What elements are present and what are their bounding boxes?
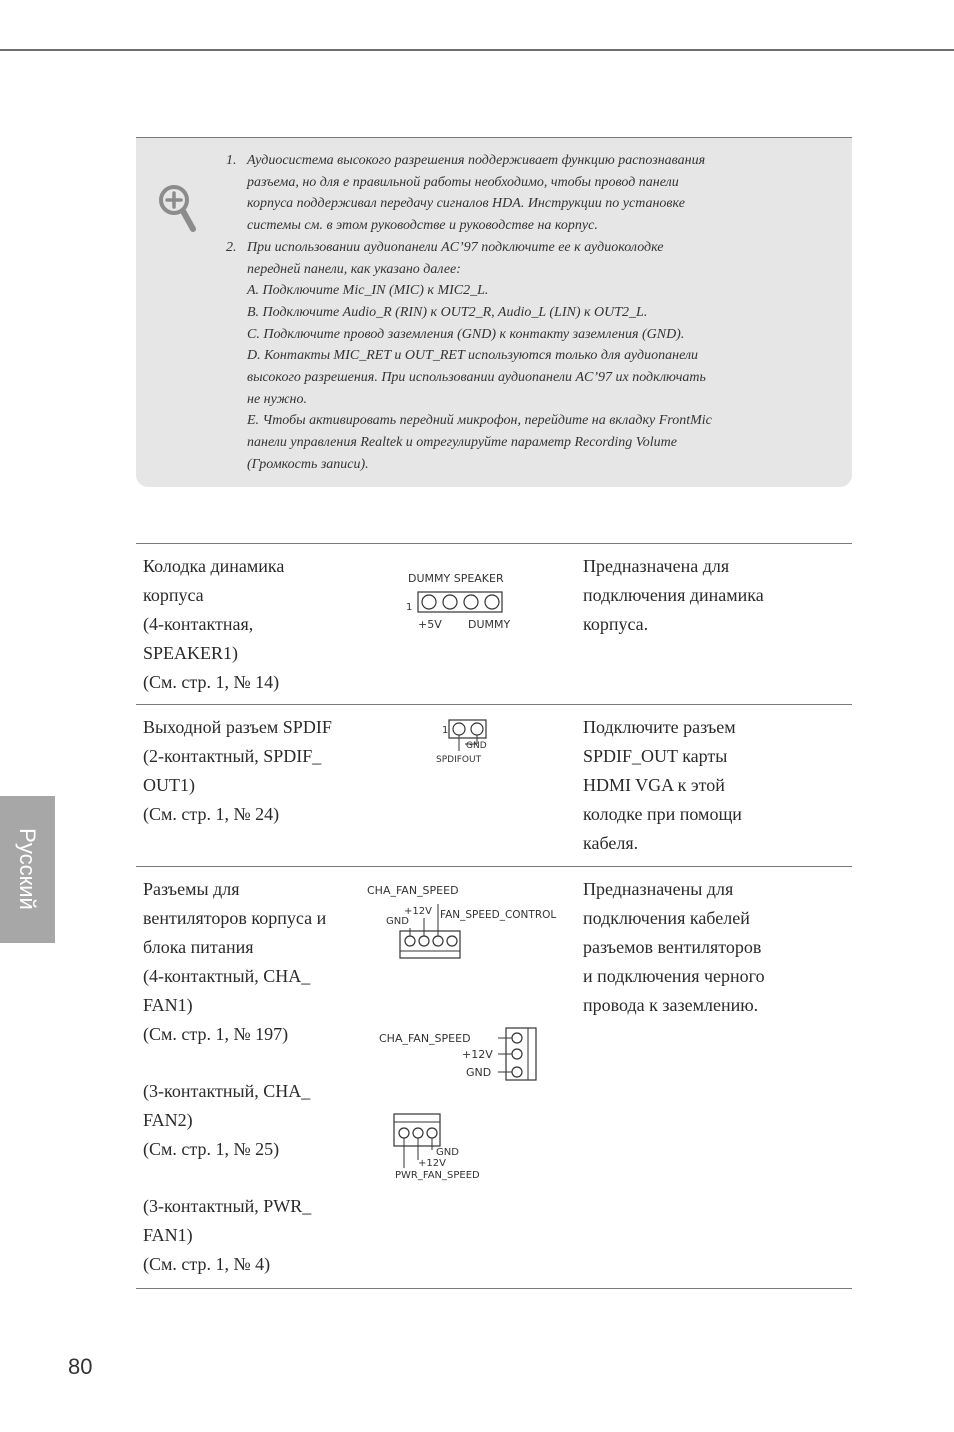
pwr-fan1-diagram xyxy=(390,1110,500,1182)
cha-fan2-diagram xyxy=(376,1024,542,1084)
note-line: При использовании аудиопанели AC’97 подключите ее к аудиоколодке xyxy=(247,239,664,255)
cha-fan-speed-label: CHA_FAN_SPEED xyxy=(379,1032,471,1045)
fan-description xyxy=(143,875,363,1279)
note-line: системы см. в этом руководстве и руководстве на корпус. xyxy=(247,218,598,234)
note-line: разъема, но для е правильной работы необходимо, чтобы провод панели xyxy=(247,174,679,190)
note-line: панели управления Realtek и отрегулируйте параметр Recording Volume xyxy=(247,435,677,451)
text-line: (3-контактный, PWR_ xyxy=(143,1196,312,1216)
speaker-top-label: DUMMY SPEAKER xyxy=(408,572,504,585)
plus12v-label: +12V xyxy=(462,1048,493,1061)
magnifier-plus-icon xyxy=(158,184,198,236)
text-line: Подключите разъем xyxy=(583,717,736,737)
text-line: (4-контактный, CHA_ xyxy=(143,966,311,986)
note-line: корпуса поддерживал передачу сигналов HDA. Инструкции по установке xyxy=(247,196,685,212)
speaker-purpose xyxy=(583,552,803,639)
cha-fan1-diagram xyxy=(364,880,570,962)
note-number: 1. xyxy=(226,153,237,168)
note-line: (Громкость записи). xyxy=(247,456,369,472)
note-line: Аудиосистема высокого разрешения поддерживает функцию распознавания xyxy=(247,153,706,168)
text-line: FAN1) xyxy=(143,1225,193,1245)
note-line: не нужно. xyxy=(247,391,307,407)
text-line: подключения динамика xyxy=(583,585,764,605)
spacer xyxy=(143,1049,363,1077)
note-number: 2. xyxy=(226,239,237,255)
text-line: Колодка динамика xyxy=(143,556,285,576)
text-line: блока питания xyxy=(143,937,254,957)
note-item-2 xyxy=(226,237,826,476)
text-line: FAN1) xyxy=(143,995,193,1015)
language-side-tab xyxy=(0,796,55,943)
text-line: FAN2) xyxy=(143,1110,193,1130)
note-line: E. Чтобы активировать передний микрофон, перейдите на вкладку FrontMic xyxy=(247,413,712,429)
spdif-purpose xyxy=(583,713,803,858)
text-line: Предназначены для xyxy=(583,879,734,899)
text-line: SPEAKER1) xyxy=(143,643,239,663)
text-line: (2-контактный, SPDIF_ xyxy=(143,746,322,766)
text-line: Предназначена для xyxy=(583,556,730,576)
note-line: передней панели, как указано далее: xyxy=(247,261,461,277)
table-rule xyxy=(136,1288,852,1289)
dummy-label: DUMMY xyxy=(468,618,511,631)
note-line: D. Контакты MIC_RET и OUT_RET используются только для аудиопанели xyxy=(247,348,699,364)
text-line: (4-контактная, xyxy=(143,614,254,634)
text-line: и подключения черного xyxy=(583,966,765,986)
text-line: OUT1) xyxy=(143,775,195,795)
text-line: корпуса xyxy=(143,585,204,605)
pin1-label: 1 xyxy=(406,602,413,613)
text-line: Выходной разъем SPDIF xyxy=(143,717,332,737)
table-rule xyxy=(136,866,852,867)
gnd-label: GND xyxy=(386,916,409,927)
text-line: (См. стр. 1, № 4) xyxy=(143,1254,271,1274)
text-line: HDMI VGA к этой xyxy=(583,775,725,795)
page-number: 80 xyxy=(68,1354,93,1379)
plus5v-label: +5V xyxy=(418,618,442,631)
text-line: колодке при помощи xyxy=(583,804,742,824)
text-line: (См. стр. 1, № 197) xyxy=(143,1024,289,1044)
spdif-header-diagram xyxy=(432,716,502,766)
text-line: (См. стр. 1, № 14) xyxy=(143,672,280,692)
note-line: A. Подключите Mic_IN (MIC) к MIC2_L. xyxy=(247,283,489,299)
table-rule xyxy=(136,543,852,544)
fan-purpose xyxy=(583,875,803,1020)
table-rule xyxy=(136,704,852,705)
language-label: Русский xyxy=(15,828,40,910)
note-line: высокого разрешения. При использовании аудиопанели AC’97 их подключать xyxy=(247,370,706,386)
text-line: корпуса. xyxy=(583,614,649,634)
gnd-label: GND xyxy=(466,741,487,751)
text-line: провода к заземлению. xyxy=(583,995,759,1015)
text-line: (См. стр. 1, № 25) xyxy=(143,1139,280,1159)
note-box xyxy=(136,137,852,487)
note-text xyxy=(226,150,826,476)
plus12v-label: +12V xyxy=(418,1158,446,1169)
text-line: подключения кабелей xyxy=(583,908,750,928)
header-rule xyxy=(0,49,954,51)
plus12v-label: +12V xyxy=(404,906,432,917)
text-line: вентиляторов корпуса и xyxy=(143,908,327,928)
pin1-label: 1 xyxy=(442,725,449,736)
text-line: кабеля. xyxy=(583,833,639,853)
note-line: B. Подключите Audio_R (RIN) к OUT2_R, Audio_L (LIN) к OUT2_L. xyxy=(247,304,648,320)
spdifout-label: SPDIFOUT xyxy=(436,755,482,765)
note-line: C. Подключите провод заземления (GND) к контакту заземления (GND). xyxy=(247,326,685,342)
note-item-1 xyxy=(226,150,826,237)
spdif-description xyxy=(143,713,363,829)
text-line: SPDIF_OUT карты xyxy=(583,746,728,766)
gnd-label: GND xyxy=(466,1066,492,1079)
text-line: (См. стр. 1, № 24) xyxy=(143,804,280,824)
speaker-description xyxy=(143,552,363,697)
text-line: Разъемы для xyxy=(143,879,240,899)
cha-fan-speed-label: CHA_FAN_SPEED xyxy=(367,884,459,897)
fan-speed-control-label: FAN_SPEED_CONTROL xyxy=(440,909,557,921)
text-line: (3-контактный, CHA_ xyxy=(143,1081,311,1101)
gnd-label: GND xyxy=(436,1147,459,1158)
text-line: разъемов вентиляторов xyxy=(583,937,762,957)
speaker-header-diagram xyxy=(402,568,532,634)
pwr-fan-speed-label: PWR_FAN_SPEED xyxy=(395,1170,480,1181)
spacer xyxy=(143,1164,363,1192)
